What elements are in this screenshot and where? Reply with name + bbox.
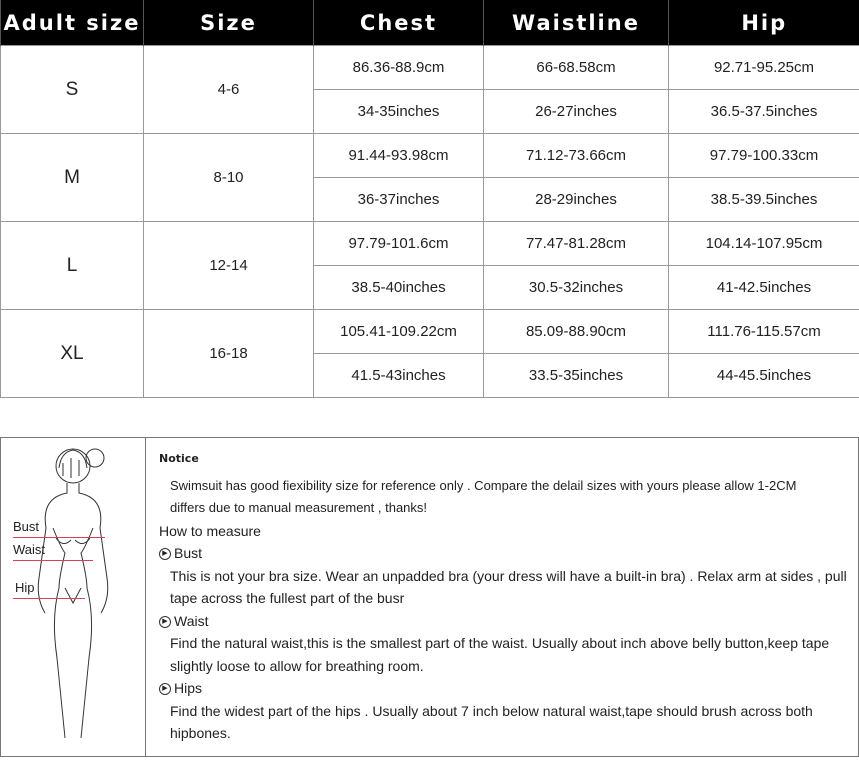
- header-chest: Chest: [314, 0, 484, 46]
- chest-cm-cell: 91.44-93.98cm: [314, 134, 484, 178]
- how-to-measure: How to measure: [159, 520, 858, 543]
- hip-cm-cell: 104.14-107.95cm: [669, 222, 859, 266]
- size-cell: 12-14: [144, 222, 314, 310]
- hips-instructions: Find the widest part of the hips . Usually about 7 inch below natural waist,tape should brush across both hipbones.: [159, 700, 858, 745]
- size-cell: 16-18: [144, 310, 314, 398]
- header-waistline: Waistline: [484, 0, 669, 46]
- waist-inch-cell: 30.5-32inches: [484, 266, 669, 310]
- notice-line-1: Swimsuit has good fiexibility size for reference only . Compare the delail sizes with yours please allow 1-2CM: [159, 475, 858, 498]
- waist-inch-cell: 26-27inches: [484, 90, 669, 134]
- woman-figure-illustration: [1, 438, 145, 756]
- chest-cm-cell: 105.41-109.22cm: [314, 310, 484, 354]
- notice-text: [159, 438, 858, 745]
- adult-size-cell: L: [1, 222, 144, 310]
- waist-inch-cell: 33.5-35inches: [484, 354, 669, 398]
- table-row: [1, 310, 859, 354]
- table-row: [1, 222, 859, 266]
- chest-inch-cell: 38.5-40inches: [314, 266, 484, 310]
- hip-inch-cell: 44-45.5inches: [669, 354, 859, 398]
- size-cell: 4-6: [144, 46, 314, 134]
- size-cell: 8-10: [144, 134, 314, 222]
- bust-label: Bust: [13, 519, 39, 534]
- chest-inch-cell: 36-37inches: [314, 178, 484, 222]
- hip-label: Hip: [15, 580, 35, 595]
- waist-inch-cell: 28-29inches: [484, 178, 669, 222]
- bust-line: [13, 537, 105, 538]
- hip-inch-cell: 38.5-39.5inches: [669, 178, 859, 222]
- header-hip: Hip: [669, 0, 859, 46]
- notice-title: Notice: [159, 448, 858, 471]
- waist-cm-cell: 71.12-73.66cm: [484, 134, 669, 178]
- measure-guide: [0, 437, 859, 757]
- body-figure: [1, 438, 146, 756]
- waist-cm-cell: 85.09-88.90cm: [484, 310, 669, 354]
- chest-cm-cell: 86.36-88.9cm: [314, 46, 484, 90]
- hip-inch-cell: 41-42.5inches: [669, 266, 859, 310]
- hips-section-title: ▶ Hips: [159, 677, 858, 700]
- hip-cm-cell: 92.71-95.25cm: [669, 46, 859, 90]
- bust-section-title: ▶ Bust: [159, 542, 858, 565]
- waist-cm-cell: 66-68.58cm: [484, 46, 669, 90]
- waist-instructions: Find the natural waist,this is the smallest part of the waist. Usually about inch above belly button,keep tape slightly loose to allow for breathing room.: [159, 632, 858, 677]
- table-row: [1, 134, 859, 178]
- hip-line: [13, 598, 85, 599]
- adult-size-cell: S: [1, 46, 144, 134]
- waist-cm-cell: 77.47-81.28cm: [484, 222, 669, 266]
- chest-inch-cell: 34-35inches: [314, 90, 484, 134]
- adult-size-cell: XL: [1, 310, 144, 398]
- arrow-circle-icon: ▶: [159, 616, 171, 628]
- adult-size-cell: M: [1, 134, 144, 222]
- hip-cm-cell: 111.76-115.57cm: [669, 310, 859, 354]
- waist-section-title: ▶ Waist: [159, 610, 858, 633]
- arrow-circle-icon: ▶: [159, 683, 171, 695]
- header-adult-size: Adult size: [1, 0, 144, 46]
- table-row: [1, 46, 859, 90]
- notice-line-2: differs due to manual measurement , thanks!: [159, 497, 858, 520]
- arrow-circle-icon: ▶: [159, 548, 171, 560]
- hip-inch-cell: 36.5-37.5inches: [669, 90, 859, 134]
- header-row: [1, 0, 859, 46]
- chest-cm-cell: 97.79-101.6cm: [314, 222, 484, 266]
- hip-cm-cell: 97.79-100.33cm: [669, 134, 859, 178]
- bust-instructions: This is not your bra size. Wear an unpadded bra (your dress will have a built-in bra) . Relax arm at sides , pull tape across the fullest part of the busr: [159, 565, 858, 610]
- chest-inch-cell: 41.5-43inches: [314, 354, 484, 398]
- waist-label: Waist: [13, 542, 45, 557]
- header-size: Size: [144, 0, 314, 46]
- waist-line: [13, 560, 93, 561]
